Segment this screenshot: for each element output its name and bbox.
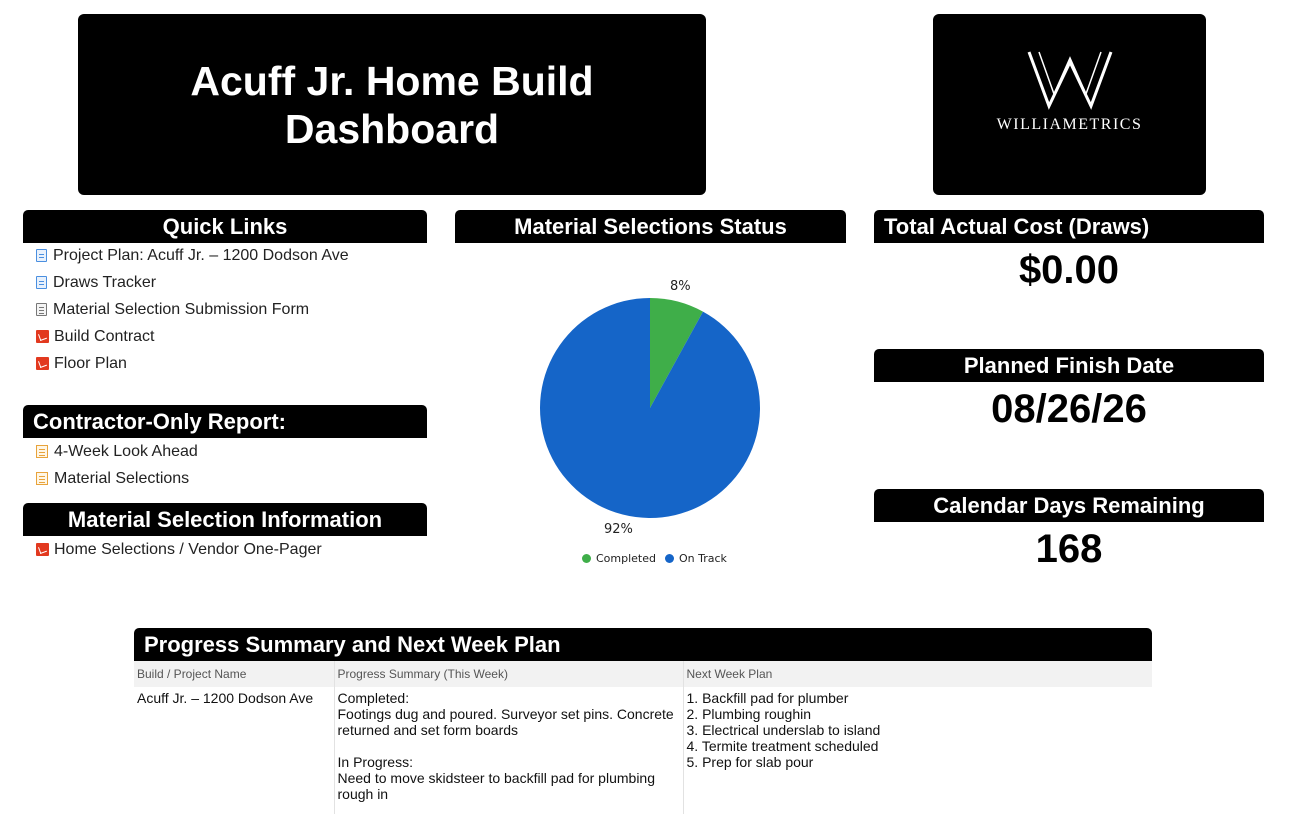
legend-label: On Track	[679, 552, 727, 565]
finish-date-header: Planned Finish Date	[874, 349, 1264, 382]
w-logo-icon	[1027, 48, 1113, 112]
link-home-selections[interactable]	[36, 536, 322, 563]
table-header-row	[134, 661, 1152, 687]
cell-next-week-plan: 1. Backfill pad for plumber 2. Plumbing roughin 3. Electrical underslab to island 4. Termite treatment scheduled 5. Prep for slab pour	[686, 690, 881, 770]
legend-swatch	[582, 554, 591, 563]
column-header: Next Week Plan	[683, 661, 1152, 687]
material-info-header: Material Selection Information	[23, 503, 427, 536]
dashboard-title-banner	[78, 14, 706, 195]
legend-swatch	[665, 554, 674, 563]
pdf-icon	[36, 357, 49, 370]
contractor-report-header: Contractor-Only Report:	[23, 405, 427, 438]
cell-progress-summary: Completed: Footings dug and poured. Surveyor set pins. Concrete returned and set form boards In Progress: Need to move skidsteer to backfill pad for plumbing rough in	[334, 687, 683, 814]
pdf-icon	[36, 543, 49, 556]
table-row	[134, 687, 1152, 814]
days-remaining-value: 168	[1035, 527, 1103, 571]
total-cost-value: $0.00	[1018, 248, 1120, 292]
finish-date-value: 08/26/26	[991, 387, 1147, 431]
link-label: Home Selections / Vendor One-Pager	[54, 540, 322, 558]
pdf-icon	[36, 330, 49, 343]
logo	[933, 14, 1206, 195]
pie-slice-on-track	[540, 298, 760, 518]
contractor-report-list	[36, 438, 198, 492]
link-project-plan[interactable]	[36, 242, 349, 269]
sheet-icon	[36, 472, 48, 485]
link-floor-plan[interactable]	[36, 350, 349, 377]
doc-icon	[36, 276, 47, 289]
link-label: Project Plan: Acuff Jr. – 1200 Dodson Ave	[53, 246, 349, 264]
dashboard-title: Acuff Jr. Home Build Dashboard	[190, 57, 594, 152]
link-label: Material Selections	[54, 469, 190, 487]
chart-title: Material Selections Status	[455, 210, 846, 243]
link-4-week-look-ahead[interactable]	[36, 438, 198, 465]
days-remaining-header: Calendar Days Remaining	[874, 489, 1264, 522]
progress-header: Progress Summary and Next Week Plan	[134, 628, 1152, 661]
pie-label-completed: 8%	[670, 279, 691, 294]
link-label: Floor Plan	[54, 354, 127, 372]
cell-project-name: Acuff Jr. – 1200 Dodson Ave	[134, 687, 334, 814]
progress-table	[134, 661, 1152, 814]
material-info-list	[36, 536, 322, 563]
pie-chart	[455, 250, 846, 550]
link-draws-tracker[interactable]	[36, 269, 349, 296]
link-material-selection-form[interactable]	[36, 296, 349, 323]
link-label: Material Selection Submission Form	[53, 300, 310, 318]
link-material-selections[interactable]	[36, 465, 198, 492]
chart-legend	[582, 552, 736, 565]
pie-label-on-track: 92%	[604, 522, 633, 537]
total-cost-header: Total Actual Cost (Draws)	[874, 210, 1264, 243]
legend-item-on-track	[665, 552, 727, 565]
form-icon	[36, 303, 47, 316]
doc-icon	[36, 249, 47, 262]
link-build-contract[interactable]	[36, 323, 349, 350]
link-label: Draws Tracker	[53, 273, 157, 291]
link-label: 4-Week Look Ahead	[54, 442, 198, 460]
quick-links-list	[36, 242, 349, 377]
link-label: Build Contract	[54, 327, 155, 345]
column-header: Build / Project Name	[134, 661, 334, 687]
legend-item-completed	[582, 552, 656, 565]
logo-text: WILLIAMETRICS	[996, 116, 1143, 133]
quick-links-header: Quick Links	[23, 210, 427, 243]
sheet-icon	[36, 445, 48, 458]
column-header: Progress Summary (This Week)	[334, 661, 683, 687]
legend-label: Completed	[596, 552, 656, 565]
